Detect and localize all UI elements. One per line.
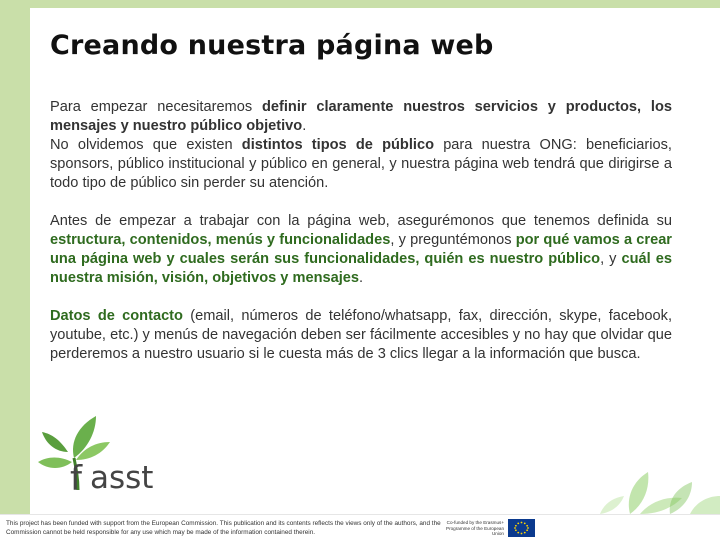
eu-cofunded-label: Co-funded by the Erasmus+ Programme of the European Union <box>446 520 504 537</box>
deco-leaf-1 <box>629 472 649 514</box>
top-accent-bar <box>30 0 720 8</box>
p3-highlight-structure: estructura, contenidos, menús y funcionalidades <box>50 232 391 248</box>
p3-highlight-questions: por qué vamos a crear una página web y cuales serán sus funcionalidades, quién es nuestro público <box>50 232 672 267</box>
deco-leaf-5 <box>600 496 624 514</box>
eu-flag-icon <box>508 519 535 537</box>
logo-leaf-left <box>38 458 72 469</box>
p2-text-c: para nuestra ONG: beneficiarios, sponsors, público institucional y público en general, y nuestra página web tendrá que dirigirse a todo tipo de público sin perder su atención. <box>50 137 672 191</box>
p3-text-e: , y <box>600 251 622 267</box>
slide-title: Creando nuestra página web <box>50 30 494 61</box>
paragraph-3 <box>50 212 672 288</box>
funding-disclaimer: This project has been funded with support from the European Commission. This publication and its contents reflects the views only of the authors, and the Commission cannot be held responsible for any use which may be made of the information contained therein. <box>6 520 441 536</box>
p1-text-a: Para empezar necesitaremos <box>50 99 262 115</box>
p2-highlight: distintos tipos de público <box>241 137 434 153</box>
paragraph-4 <box>50 307 672 364</box>
decorative-leaves <box>480 458 720 514</box>
fasst-logo <box>34 412 164 498</box>
deco-leaf-4 <box>690 496 720 514</box>
paragraph-2 <box>50 136 672 193</box>
left-accent-bar <box>0 0 30 540</box>
logo-text: asst <box>90 460 154 496</box>
paragraph-1 <box>50 98 672 136</box>
p3-highlight-mission: cuál es nuestra misión, visión, objetivos y mensajes <box>50 251 673 286</box>
p3-text-g: . <box>359 270 364 286</box>
p3-text-c: , y preguntémonos <box>390 232 516 248</box>
footer <box>0 514 720 540</box>
p4-highlight-contact: Datos de contacto <box>50 308 183 324</box>
p2-text-a: No olvidemos que existen <box>50 137 242 153</box>
p1-text-c: . <box>302 118 307 134</box>
p1-highlight: definir claramente nuestros servicios y productos, los mensajes y nuestro público objetivo <box>50 99 672 134</box>
p3-text-a: Antes de empezar a trabajar con la página web, asegurémonos que tenemos definida su <box>50 213 672 229</box>
logo-initial: f <box>70 459 82 498</box>
slide-body <box>50 98 672 364</box>
p4-text-b: (email, números de teléfono/whatsapp, fax, dirección, skype, facebook, youtube, etc.) y menús de navegación deben ser fácilmente accesibles y no hay que olvidar que perderemos a nuestro usuario si le cuesta más de 3 clics llegar a la información que busca. <box>50 308 673 362</box>
deco-leaf-3 <box>670 482 692 514</box>
logo-leaf-upper-left <box>42 432 68 452</box>
